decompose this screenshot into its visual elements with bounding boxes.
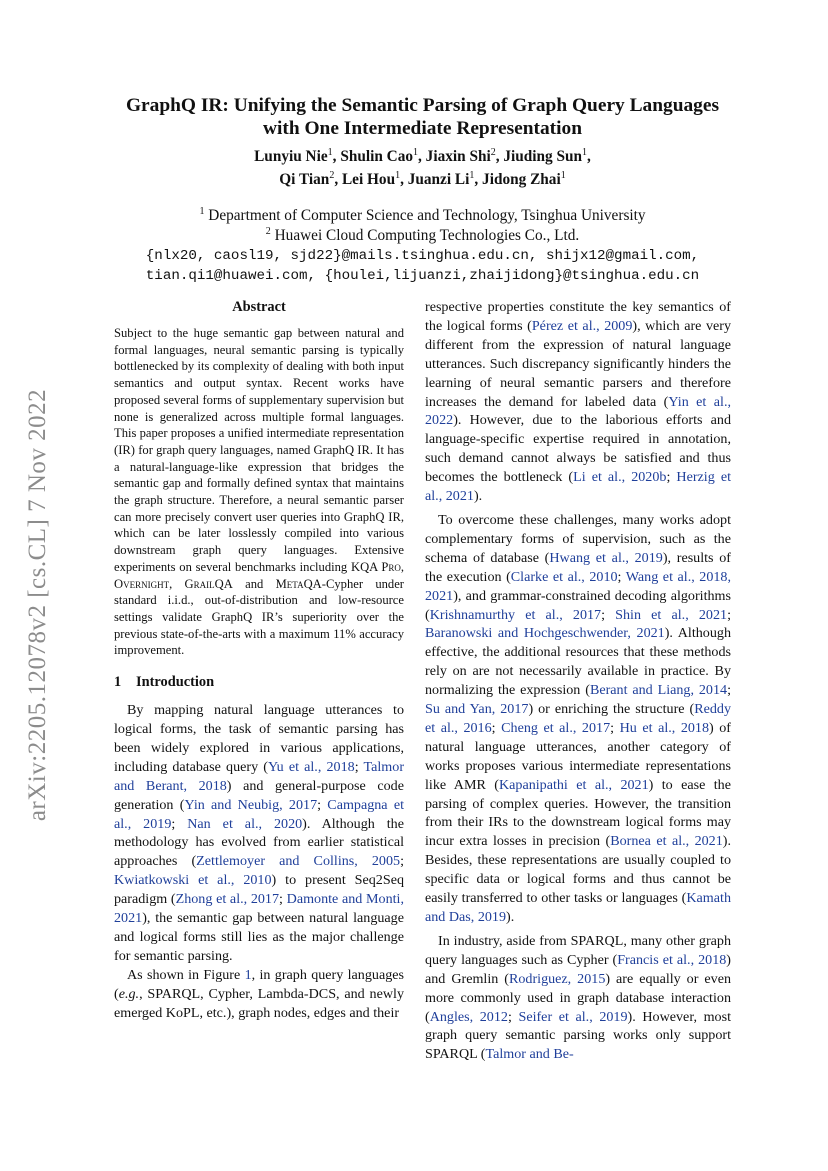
paragraph-text: respective properties constitute the key semantics of the logical forms ( [425,299,731,334]
paragraph-text: ; [317,796,328,813]
paragraph-text: ). However, due to the laborious efforts and language-specific expertise required in annotation, such demand cannot always be satisfied and thus becomes the bottleneck ( [425,412,731,486]
citation-link[interactable]: Nan et al., 2020 [187,815,303,832]
paragraph-text: In industry, aside from SPARQL, many other graph query languages such as Cypher ( [425,932,731,968]
author: Jidong Zhai$^1$ [482,169,566,188]
citation-link[interactable]: Kapanipathi et al., 2021 [498,776,649,793]
paragraph-text: ; [354,758,364,775]
intro-paragraph-1 [114,701,404,966]
citation-link[interactable]: Reddy et al., 2016 [425,701,732,736]
paragraph-text: ) and Gremlin ( [425,951,731,987]
arxiv-sidebar [24,365,52,845]
author: Jiuding Sun$^1$ [503,146,588,165]
paragraph-text: ). [506,909,515,925]
citation-link[interactable]: Hwang et al., 2019 [549,549,663,566]
citation-link[interactable]: Talmor and Be- [485,1046,574,1063]
intro-paragraph-4 [425,932,731,1064]
abstract-heading: Abstract [232,299,286,315]
left-column [114,298,404,1022]
author: Juanzi Li$^1$ [407,169,475,188]
paragraph-text: By mapping natural language utterances to logical forms, the task of semantic parsing has been widely explored in various applications, including database query ( [114,702,404,775]
paragraph-text: ). Although effective, the additional resources that these methods rely on are not necessarily available in practice. By normalizing the expression ( [425,625,731,699]
intro-paragraph-2 [114,966,404,1023]
citation-link[interactable]: Berant and Liang, 2014 [589,682,728,699]
paragraph-text: ; [279,891,287,908]
citation-link[interactable]: Campagna et al., 2019 [114,796,404,832]
author: Lei Hou$^1$ [341,169,401,188]
affiliation: $^2$ Huawei Cloud Computing Technologies Co., Ltd. [265,225,580,244]
citation-link[interactable]: Damonte and Monti, 2021 [114,891,404,927]
citation-link[interactable]: Krishnamurthy et al., 2017 [429,606,602,623]
paragraph-text: ) or enriching the structure ( [528,701,695,718]
paragraph-text: ; [727,682,731,699]
citation-link[interactable]: Shin et al., 2021 [615,606,728,623]
citation-link[interactable]: Baranowski and Hochgeschwender, 2021 [425,625,665,642]
author: Jiaxin Shi$^2$ [425,146,496,165]
title-line-2: with One Intermediate Representation [262,117,582,139]
affiliation-list [86,206,759,246]
intro-paragraph-3 [425,511,731,927]
affiliation: $^1$ Department of Computer Science and Technology, Tsinghua University [199,205,646,224]
citation-link[interactable]: Kamath and Das, 2019 [425,890,731,925]
citation-link[interactable]: Li et al., 2020b [573,469,667,486]
intro-paragraph-2-continued [425,298,731,506]
paragraph-text: ), which are very different from the expression of natural language utterances. Such discrepancy significantly hinders the learning of neural semantic parsers and therefore increases the demand for labeled data ( [425,317,731,410]
citation-link[interactable]: Angles, 2012 [429,1008,508,1025]
paragraph-text: ; [666,469,677,486]
citation-link[interactable]: Hu et al., 2018 [619,719,710,736]
email-line: tian.qi1@huawei.com, {houlei,lijuanzi,zhaijidong}@tsinghua.edu.cn [145,268,700,284]
paragraph-text: ; [507,1008,519,1025]
citation-link[interactable]: Yin and Neubig, 2017 [184,796,318,813]
citation-link[interactable]: Pérez et al., 2009 [531,317,633,334]
abstract-body: Subject to the huge semantic gap between natural and formal languages, neural semantic parsing is typically bottlenecked by its complexity of dealing with both input semantics and output syntax. Recent works have proposed several forms of supplementary supervision but none is generalized across multiple formal languages. This paper proposes a unified intermediate representation (IR) for graph query languages, named GraphQ IR. It has a natural-language-like expression that bridges the semantic gap and formally defined syntax that maintains the graph structure. Therefore, a neural semantic parser can more precisely convert user queries into GraphQ IR, which can be later losslessly compiled into various downstream graph query languages. Extensive experiments on several benchmarks including KQA Pro, Overnight, GrailQA and MetaQA-Cypher under standard i.i.d., out-of-distribution and low-resource settings validate GraphQ IR’s superiority over the previous state-of-the-arts with a maximum 11% accuracy improvement. [114,326,404,658]
paper-title [86,95,759,140]
citation-link[interactable]: Clarke et al., 2010 [510,568,618,585]
paragraph-text: , in graph query languages ( [114,966,404,1002]
paragraph-text: ; [400,853,404,870]
paragraph-text: ; [171,815,188,832]
paragraph-text: ; [617,568,626,585]
paragraph-text: ) to ease the parsing of complex queries. However, the transition from their IRs to the downstream logical forms may incur extra losses in precision ( [425,776,731,850]
citation-link[interactable]: Zhong et al., 2017 [175,891,280,908]
citation-link[interactable]: Seifer et al., 2019 [518,1008,628,1025]
email-line: {nlx20, caosl19, sjd22}@mails.tsinghua.edu.cn, shijx12@gmail.com, [145,248,700,264]
paragraph-text: ). [473,488,483,505]
paragraph-text: ; [610,719,620,736]
citation-link[interactable]: Herzig et al., 2021 [425,469,731,505]
citation-link[interactable]: Talmor and Berant, 2018 [114,758,405,794]
paragraph-text: ) are equally or even more commonly used in graph database interaction ( [425,970,731,1025]
title-line-1: GraphQ IR: Unifying the Semantic Parsing of Graph Query Languages [125,95,720,116]
citation-link[interactable]: Wang et al., 2018, 2021 [425,568,731,604]
paragraph-text: ; [491,719,502,736]
right-column [425,298,731,1064]
author: Lunyiu Nie$^1$ [254,146,333,165]
paragraph-text: ). Besides, these representations are usually coupled to specific data or logical forms and thus cannot be easily transferred to other tasks or languages ( [425,833,731,907]
author: Shulin Cao$^1$ [340,146,419,165]
citation-link[interactable]: Rodriguez, 2015 [508,970,606,987]
paragraph-text: To overcome these challenges, many works adopt complementary forms of supervision, such as the schema of database ( [425,511,731,566]
email-list [86,246,759,286]
paragraph-text: ), and grammar-constrained decoding algorithms ( [425,587,731,623]
paragraph-text: As shown in Figure [127,966,245,983]
citation-link[interactable]: Bornea et al., 2021 [610,833,723,850]
author: Qi Tian$^2$ [279,169,335,188]
citation-link[interactable]: Francis et al., 2018 [617,951,727,968]
section-heading-introduction: 1 Introduction [114,674,215,691]
paragraph-text: ) of natural language utterances, another category of works proposes various intermediate representations like AMR ( [425,719,731,793]
citation-link[interactable]: Kwiatkowski et al., 2010 [114,872,272,889]
citation-link[interactable]: 1 [244,966,252,983]
paragraph-text: ) to present Seq2Seq paradigm ( [114,872,404,908]
citation-link[interactable]: Cheng et al., 2017 [501,719,611,736]
paragraph-text: ), the semantic gap between natural language and logical forms still lies as the major challenge for semantic parsing. [114,910,404,964]
citation-link[interactable]: Zettlemoyer and Collins, 2005 [196,853,401,870]
paragraph-text: ). Although the methodology has evolved from earlier statistical approaches ( [114,815,404,870]
author-list: Lunyiu Nie$^1$, Shulin Cao$^1$, Jiaxin Shi$^2$, Jiuding Sun$^1$, Qi Tian$^2$, Lei Hou$^1$, Juanzi Li$^1$, Jidong Zhai$^1$ [254,146,591,188]
paragraph-text: ), results of the execution ( [425,549,731,585]
citation-link[interactable]: Yu et al., 2018 [268,758,355,775]
paragraph-text: ; [727,606,731,623]
citation-link[interactable]: Su and Yan, 2017 [425,701,529,718]
paragraph-text: , SPARQL, Cypher, Lambda-DCS, and newly emerged KoPL, etc.), graph nodes, edges and their [114,985,404,1021]
paragraph-text: ). However, most graph query semantic parsing works only support SPARQL ( [425,1008,731,1063]
paragraph-text: ) and general-purpose code generation ( [114,777,404,813]
arxiv-id: arXiv:2205.12078v2 [cs.CL] 7 Nov 2022 [24,388,51,822]
paragraph-text: ; [601,606,616,623]
citation-link[interactable]: Yin et al., 2022 [425,393,731,429]
italic-text: e.g. [118,985,140,1002]
